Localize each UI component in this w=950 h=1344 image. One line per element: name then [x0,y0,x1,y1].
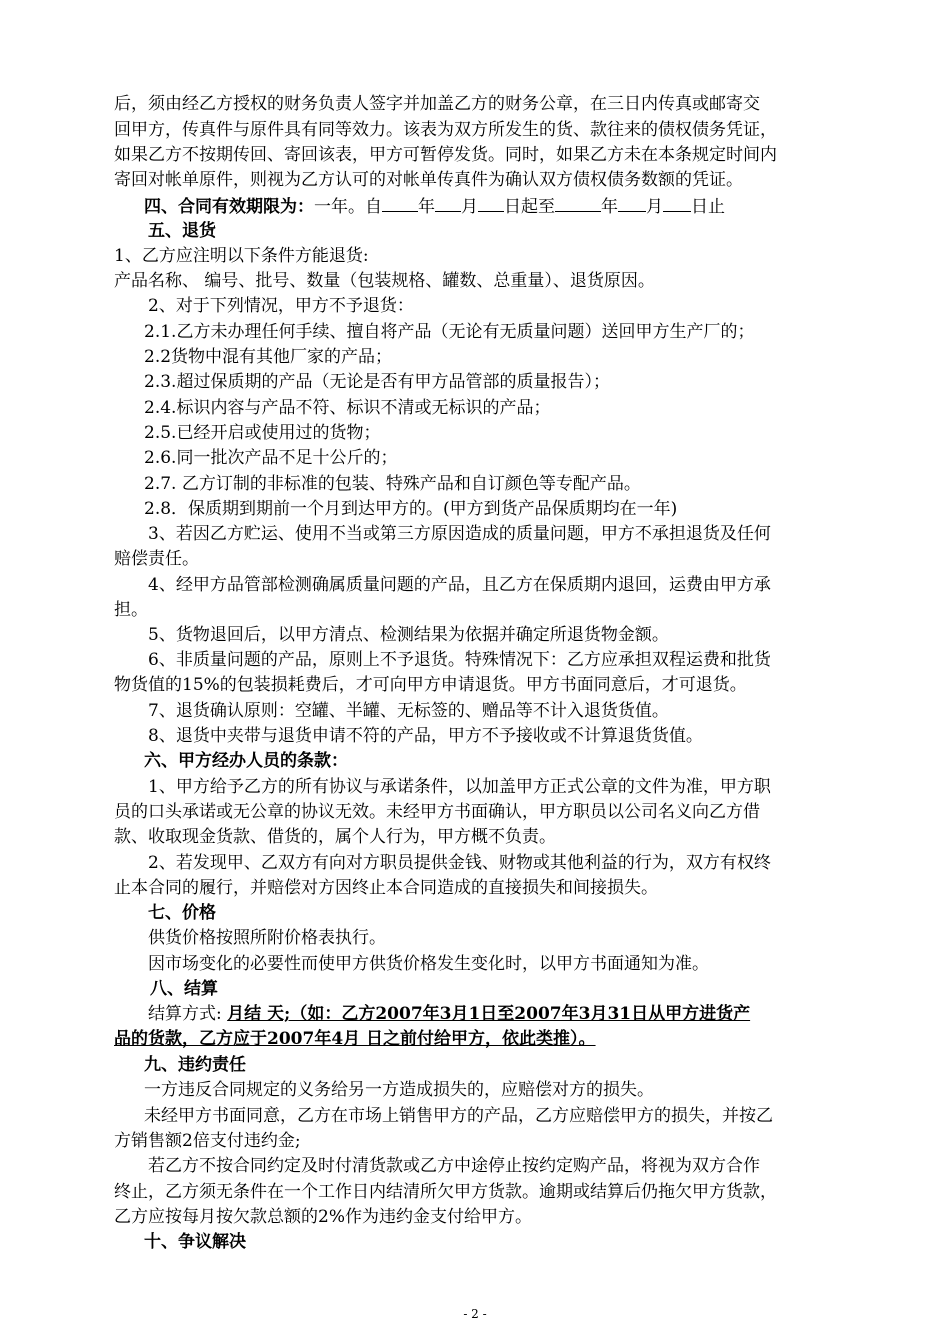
blank-field [478,194,504,212]
paragraph-line: 担。 [114,600,148,620]
paragraph-line: 如果乙方不按期传回、寄回该表，甲方可暂停发货。同时，如果乙方未在本条规定时间内 [114,145,777,165]
paragraph-line: 物货值的15%的包装损耗费后，才可向甲方申请退货。甲方书面同意后，才可退货。 [114,675,747,695]
list-item: 2.2货物中混有其他厂家的产品； [144,347,393,367]
list-item: 2.4.标识内容与产品不符、标识不清或无标识的产品； [144,398,551,418]
section-heading-staff: 六、甲方经办人员的条款： [144,751,348,771]
paragraph-line: 乙方应按每月按欠款总额的2%作为违约金支付给甲方。 [114,1207,532,1227]
section-heading-settlement: 八、结算 [150,979,218,999]
paragraph-line: 员的口头承诺或无公章的协议无效。未经甲方书面确认，甲方职员以公司名义向乙方借 [114,802,760,822]
paragraph-line: 7、退货确认原则：空罐、半罐、无标签的、赠品等不计入退货货值。 [148,701,669,721]
section-heading-validity: 四、合同有效期限为： [144,197,314,217]
section-heading-breach: 九、违约责任 [144,1055,246,1075]
section-heading-dispute: 十、争议解决 [144,1232,246,1252]
paragraph-line: 终止，乙方须无条件在一个工作日内结清所欠甲方货款。逾期或结算后仍拖欠甲方货款， [114,1182,777,1202]
blank-field [663,194,691,212]
paragraph-line: 6、非质量问题的产品，原则上不予退货。特殊情况下：乙方应承担双程运费和批货 [148,650,771,670]
paragraph-line: 1、乙方应注明以下条件方能退货: [114,246,369,266]
paragraph-line: 一方违反合同规定的义务给另一方造成损失的，应赔偿对方的损失。 [144,1080,654,1100]
paragraph-line: 8、退货中夹带与退货申请不符的产品，甲方不予接收或不计算退货货值。 [148,726,703,746]
paragraph-line: 回甲方，传真件与原件具有同等效力。该表为双方所发生的货、款往来的债权债务凭证， [114,120,777,140]
paragraph-line: 赔偿责任。 [114,549,199,569]
paragraph-line: 产品名称、 编号、批号、数量（包装规格、罐数、总重量）、退货原因。 [114,271,655,291]
paragraph-line: 因市场变化的必要性而使甲方供货价格发生变化时，以甲方书面通知为准。 [148,954,709,974]
list-item: 2.1.乙方未办理任何手续、擅自将产品（无论有无质量问题）送回甲方生产厂的； [144,322,755,342]
paragraph-line: 1、甲方给予乙方的所有协议与承诺条件，以加盖甲方正式公章的文件为准，甲方职 [148,777,771,797]
paragraph-line: 未经甲方书面同意，乙方在市场上销售甲方的产品，乙方应赔偿甲方的损失，并按乙 [144,1106,773,1126]
paragraph-line: 供货价格按照所附价格表执行。 [148,928,386,948]
paragraph-line: 2、若发现甲、乙双方有向对方职员提供金钱、财物或其他利益的行为，双方有权终 [148,853,771,873]
paragraph-line: 款、收取现金货款、借货的，属个人行为，甲方概不负责。 [114,827,556,847]
paragraph-line: 3、若因乙方贮运、使用不当或第三方原因造成的质量问题，甲方不承担退货及任何 [148,524,771,544]
settlement-terms-continued: 品的货款，乙方应于2007年4月 日之前付给甲方，依此类推）。 [114,1029,596,1049]
blank-field [555,194,601,212]
section-heading-price: 七、价格 [148,903,216,923]
paragraph-line: 若乙方不按合同约定及时付清货款或乙方中途停止按约定购产品，将视为双方合作 [148,1156,760,1176]
paragraph-line: 2、对于下列情况，甲方不予退货： [148,296,414,316]
paragraph-line: 4、经甲方品管部检测确属质量问题的产品，且乙方在保质期内退回，运费由甲方承 [148,575,771,595]
paragraph-line: 止本合同的履行，并赔偿对方因终止本合同造成的直接损失和间接损失。 [114,878,658,898]
blank-field [618,194,646,212]
settlement-terms: 月结 天;（如：乙方2007年3月1日至2007年3月31日从甲方进货产 [227,1004,751,1024]
paragraph-line: 5、货物退回后，以甲方清点、检测结果为依据并确定所退货物金额。 [148,625,669,645]
list-item: 2.6.同一批次产品不足十公斤的； [144,448,398,468]
blank-field [382,194,418,212]
list-item: 2.8．保质期到期前一个月到达甲方的。(甲方到货产品保质期均在一年) [144,499,678,519]
list-item: 2.3.超过保质期的产品（无论是否有甲方品管部的质量报告）； [144,372,610,392]
section-heading-returns: 五、退货 [148,221,216,241]
page-number: - 2 - [463,1307,487,1321]
paragraph-line: 方销售额2倍支付违约金; [114,1131,301,1151]
paragraph-line: 寄回对帐单原件，则视为乙方认可的对帐单传真件为确认双方债权债务数额的凭证。 [114,170,743,190]
list-item: 2.7. 乙方订制的非标准的包装、特殊产品和自订颜色等专配产品。 [144,474,641,494]
blank-field [435,194,461,212]
paragraph-line: 后，须由经乙方授权的财务负责人签字并加盖乙方的财务公章，在三日内传真或邮寄交 [114,94,760,114]
list-item: 2.5.已经开启或使用过的货物； [144,423,381,443]
validity-line: 四、合同有效期限为：一年。自 年 月 日起至 年 月 日止 [144,194,874,219]
settlement-line: 结算方式: 月结 天;（如：乙方2007年3月1日至2007年3月31日从甲方进货产 [148,1004,751,1024]
